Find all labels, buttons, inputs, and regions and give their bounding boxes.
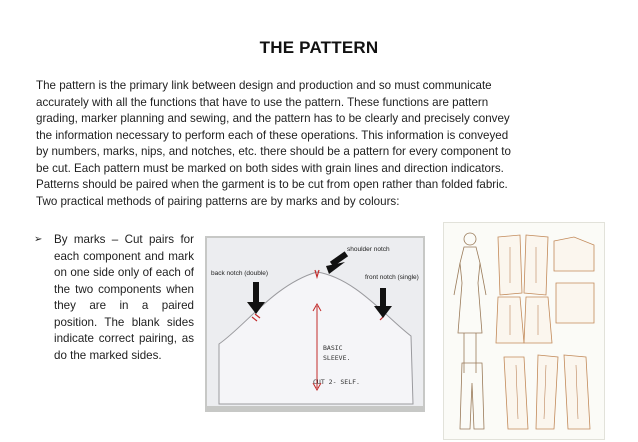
handwritten-basic: BASIC [323, 344, 343, 352]
handwritten-sleeve: SLEEVE. [323, 354, 351, 362]
paragraph-line: Two practical methods of pairing patterns are by marks and by colours: [36, 194, 400, 208]
dress-pattern-drawing [444, 223, 604, 439]
paragraph-line: The pattern is the primary link between design and production and so must communicate [36, 79, 492, 92]
body-paragraph [36, 78, 604, 210]
dress-figure [454, 233, 486, 373]
back-notch-label: back notch (double) [211, 270, 269, 277]
slide-title: THE PATTERN [259, 38, 379, 57]
bullet-item [34, 232, 194, 364]
dress-pattern-illustration [443, 222, 605, 440]
paragraph-line: grading, marker planning and sewing, and the pattern has to be clearly and precisely convey [36, 112, 510, 125]
paragraph-line: the information necessary to perform each of these operations. This information is conveyed [36, 128, 509, 142]
paragraph-line: Patterns should be paired when the garment is to be cut from open rather than folded fabric. [36, 178, 508, 191]
paragraph-line: be cut. Each pattern must be marked on both sides with grain lines and direction indicators. [36, 161, 504, 175]
bullet-arrow-icon: ➢ [34, 234, 43, 245]
sleeve-pattern-photo [205, 236, 425, 412]
paragraph-line: by numbers, marks, nips, and notches, etc. there should be a pattern for every component to [36, 145, 511, 158]
bullet-text: By marks – Cut pairs for each component and mark on one side only of each of the two components when they are in a paired position. The blank sides indicate correct pairing, as do the marked sides. [54, 233, 194, 362]
paragraph-line: accurately with all the functions that have to use the pattern. These functions are pattern [36, 95, 489, 109]
front-notch-label: front notch (single) [365, 274, 419, 281]
shoulder-notch-label: shoulder notch [347, 246, 390, 253]
handwritten-cut: CUT 2- SELF. [313, 378, 360, 386]
